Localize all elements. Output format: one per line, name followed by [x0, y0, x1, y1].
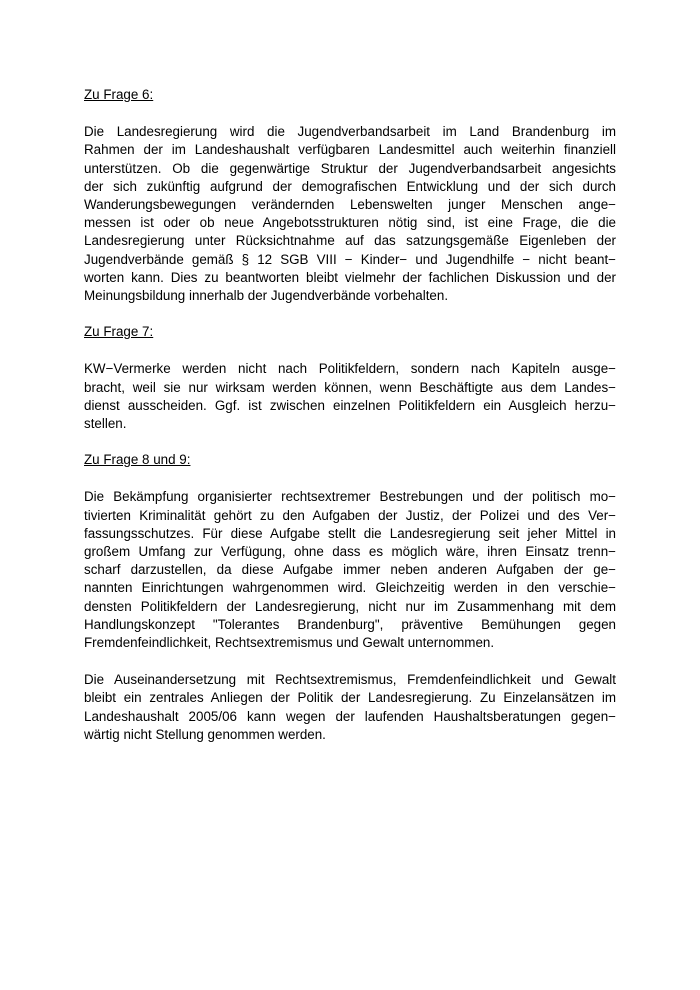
paragraph: [84, 488, 616, 652]
text-line: wärtig nicht Stellung genommen werden.: [84, 726, 326, 742]
section-frage-7: [84, 323, 616, 433]
text-line: dienst ausscheiden. Ggf. ist zwischen einzelnen Politikfeldern ein Ausgleich herzu−: [84, 397, 616, 413]
paragraph: [84, 360, 616, 433]
text-line: Die Auseinandersetzung mit Rechtsextremismus, Fremdenfeindlichkeit und Gewalt: [84, 672, 616, 688]
text-line: densten Politikfeldern der Landesregierung, nicht nur im Zusammenhang mit dem: [84, 598, 616, 614]
text-line: KW−Vermerke werden nicht nach Politikfeldern, sondern nach Kapiteln ausge−: [84, 361, 616, 377]
text-line: Landeshaushalt 2005/06 kann wegen der laufenden Haushaltsberatungen gegen−: [84, 708, 616, 724]
paragraph: [84, 671, 616, 744]
text-line: nannten Einrichtungen wahrgenommen wird. Gleichzeitig werden in den verschie−: [84, 580, 616, 596]
text-line: Rahmen der im Landeshaushalt verfügbaren Landesmittel auch weiterhin finanziell: [84, 142, 616, 158]
section-heading: Zu Frage 8 und 9:: [84, 452, 191, 468]
text-line: scharf darzustellen, da diese Aufgabe immer neben anderen Aufgaben der ge−: [84, 562, 616, 578]
text-line: unterstützen. Ob die gegenwärtige Struktur der Jugendverbandsarbeit angesichts: [84, 160, 616, 176]
text-line: worten kann. Dies zu beantworten bleibt vielmehr der fachlichen Diskussion und der: [84, 269, 616, 285]
text-line: Wanderungsbewegungen verändernden Lebenswelten junger Menschen ange−: [84, 197, 616, 213]
text-line: Die Bekämpfung organisierter rechtsextremer Bestrebungen und der politisch mo−: [84, 489, 616, 505]
section-frage-8-und-9: [84, 451, 616, 744]
paragraph: [84, 123, 616, 305]
document-page: [84, 86, 616, 762]
section-heading: Zu Frage 6:: [84, 87, 154, 102]
text-line: Jugendverbände gemäß § 12 SGB VIII − Kinder− und Jugendhilfe − nicht beant−: [84, 251, 616, 267]
text-line: bleibt ein zentrales Anliegen der Politik der Landesregierung. Zu Einzelansätzen im: [84, 690, 616, 706]
text-line: messen ist oder ob neue Angebotsstrukturen nötig sind, ist eine Frage, die die: [84, 215, 616, 231]
section-heading: Zu Frage 7:: [84, 324, 154, 340]
text-line: fassungsschutzes. Für diese Aufgabe stellt die Landesregierung seit jeher Mittel in: [84, 525, 616, 541]
text-line: Landesregierung unter Rücksichtnahme auf das satzungsgemäße Eigenleben der: [84, 233, 616, 249]
text-line: bracht, weil sie nur wirksam werden können, wenn Beschäftigte aus dem Landes−: [84, 379, 616, 395]
text-line: tivierten Kriminalität gehört zu den Aufgaben der Justiz, der Polizei und des Ver−: [84, 507, 616, 523]
text-line: großem Umfang zur Verfügung, ohne dass es möglich wäre, ihren Einsatz trenn−: [84, 544, 616, 560]
text-line: Meinungsbildung innerhalb der Jugendverbände vorbehalten.: [84, 288, 449, 304]
text-line: Fremdenfeindlichkeit, Rechtsextremismus und Gewalt unternommen.: [84, 635, 495, 651]
section-frage-6: [84, 86, 616, 305]
text-line: Die Landesregierung wird die Jugendverbandsarbeit im Land Brandenburg im: [84, 124, 616, 140]
text-line: Handlungskonzept "Tolerantes Brandenburg", präventive Bemühungen gegen: [84, 616, 616, 632]
text-line: der sich zukünftig aufgrund der demografischen Entwicklung und der sich durch: [84, 178, 616, 194]
text-line: stellen.: [84, 416, 127, 432]
